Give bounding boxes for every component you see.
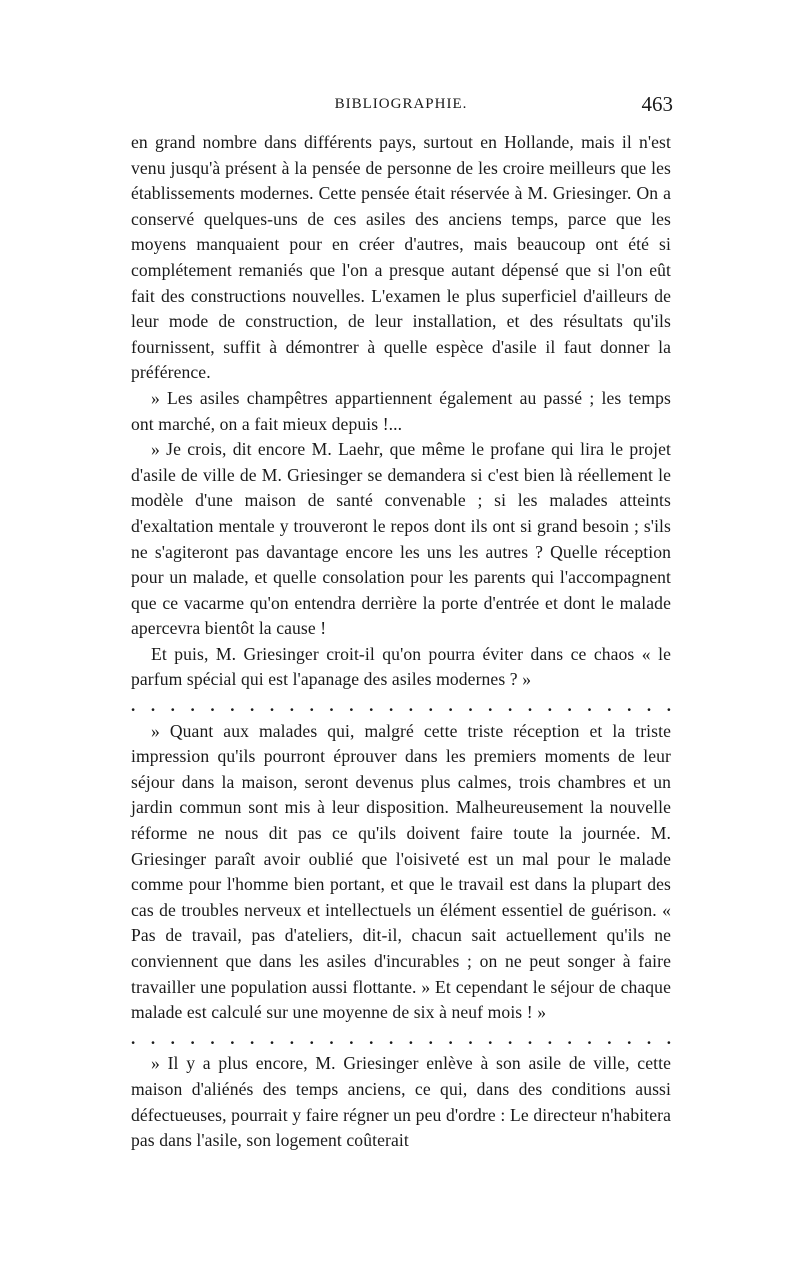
paragraph: » Quant aux malades qui, malgré cette triste réception et la triste impression qu'ils pourront éprouver dans les premiers moments de leur séjour dans la maison, seront devenus plus calmes, trois chambres et un jardin commun sont mis à leur disposition. Malheureusement la nouvelle réforme ne nous dit pas ce qu'ils doivent faire toute la journée. M. Griesinger paraît avoir oublié que l'oisiveté est un mal pour le malade comme pour l'homme bien portant, et que le travail est dans la plupart des cas de troubles nerveux et intellectuels un élément essentiel de guérison. « Pas de travail, pas d'ateliers, dit-il, chacun sait actuellement qu'ils ne conviennent que dans les asiles d'incurables ; on ne peut songer à faire travailler une population aussi flottante. » Et cependant le séjour de chaque malade est calculé sur une moyenne de six à neuf mois ! » [131,720,671,1023]
paragraph: » Il y a plus encore, M. Griesinger enlève à son asile de ville, cette maison d'aliénés des temps anciens, ce qui, dans des conditions aussi défectueuses, pourrait y faire régner un peu d'ordre : Le directeur n'habitera pas dans l'asile, son logement coûterait [131,1053,671,1151]
paragraph: » Les asiles champêtres appartiennent également au passé ; les temps ont marché, on a fait mieux depuis !... [131,387,671,434]
body-text [131,130,671,1154]
ellipsis-separator: . . . . . . . . . . . . . . . . . . . . . . . . . . . . [131,696,671,716]
page-number: 463 [641,92,673,116]
paragraph: Et puis, M. Griesinger croit-il qu'on pourra éviter dans ce chaos « le parfum spécial qui est l'apanage des asiles modernes ? » [131,643,671,690]
paragraph: » Je crois, dit encore M. Laehr, que même le profane qui lira le projet d'asile de ville de M. Griesinger se demandera si c'est bien là réellement le modèle d'une maison de santé convenable ; si les malades atteints d'exaltation mentale y trouveront le repos dont ils ont si grand besoin ; s'ils ne s'agiteront pas davantage encore les uns les autres ? Quelle réception pour un malade, et quelle consolation pour les parents qui l'accompagnent que ce vacarme qu'on entendra derrière la porte d'entrée et dont le malade apercevra bientôt la cause ! [131,439,671,639]
paragraph: en grand nombre dans différents pays, surtout en Hollande, mais il n'est venu jusqu'à présent à la pensée de personne de les croire meilleurs que les établissements modernes. Cette pensée était réservée à M. Griesinger. On a conservé quelques-uns de ces asiles des anciens temps, parce que les moyens manquaient pour en créer d'autres, mais beaucoup ont été si complétement remaniés que l'on a presque autant dépensé que si l'on eût fait des constructions nouvelles. L'examen le plus superficiel d'ailleurs de leur mode de construction, de leur installation, et des résultats qu'ils fournissent, suffit à démontrer à quelle espèce d'asile il faut donner la préférence. [131,132,671,383]
ellipsis-separator: . . . . . . . . . . . . . . . . . . . . . . . . . . . . [131,1028,671,1048]
running-head: BIBLIOGRAPHIE. [334,96,468,112]
page-header [131,94,671,122]
book-page [131,94,671,1154]
